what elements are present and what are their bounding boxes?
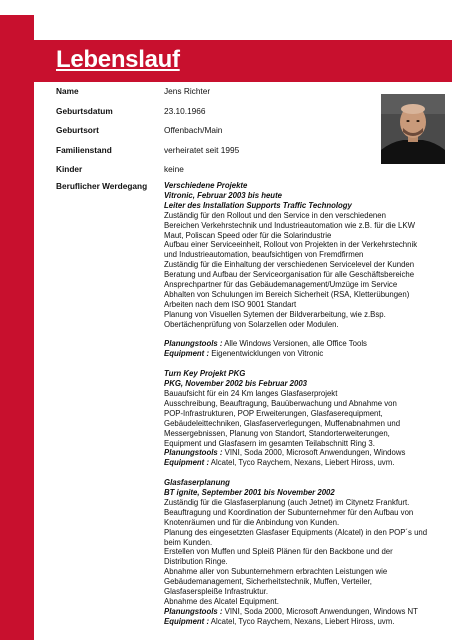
- s1-employer: Vitronic, Februar 2003 bis heute: [164, 190, 283, 200]
- description-line: Abnahme des Alcatel Equipment.: [164, 597, 279, 607]
- s3-equipment: Equipment : Alcatel, Tyco Raychem, Nexans, Liebert Hiross, uvm.: [164, 616, 395, 626]
- description-line: Erstellen von Muffen und Spleiß Plänen für den Backbone und der: [164, 547, 393, 557]
- description-line: Zuständig für die Einhaltung der verschiedenen Servicelevel der Kunden: [164, 260, 415, 270]
- value-birthdate: 23.10.1966: [164, 105, 206, 116]
- s2-employer: PKG, November 2002 bis Februar 2003: [164, 379, 308, 389]
- value-children: keine: [164, 164, 184, 174]
- s2-heading: Turn Key Projekt PKG: [164, 369, 246, 379]
- s1-tools: Planungstools : Alle Windows Versionen, alle Office Tools: [164, 339, 367, 349]
- s3-description: [164, 498, 448, 607]
- description-line: Bauaufsicht für ein 24 Km langes Glasfaserprojekt: [164, 389, 338, 398]
- s1-description: [164, 211, 448, 330]
- label-birthdate: Geburtsdatum: [56, 105, 113, 116]
- s3-heading: Glasfaserplanung: [164, 478, 230, 488]
- label-children: Kinder: [56, 164, 83, 174]
- description-line: Messergebnissen, Planung von Standort, Standorterweiterungen,: [164, 428, 390, 438]
- career-content: [164, 181, 448, 627]
- description-line: Beauftragung und Koordination der Subunternehmer für den Aufbau von: [164, 507, 414, 517]
- description-line: Bereichen Verkehrstechnik und Industrieautomation wie z.B. für die LKW: [164, 220, 415, 230]
- description-line: Ansprechpartner für das Gebäudemanagement/Umzüge im Service: [164, 280, 398, 290]
- description-line: Planung des eingesetzten Glasfaser Equipments (Alcatel) in den POP´s und: [164, 527, 428, 537]
- s3-tools: Planungstools : VINI, Soda 2000, Microsoft Anwendungen, Windows NT: [164, 606, 418, 616]
- s2-tools: Planungstools : VINI, Soda 2000, Microsoft Anwendungen, Windows: [164, 448, 406, 458]
- s3-employer: BT ignite, September 2001 bis November 2002: [164, 488, 335, 498]
- red-sidebar: [0, 15, 34, 640]
- description-line: POP-Infrastrukturen, POP Erweiterungen, Glasfaserequipment,: [164, 408, 383, 418]
- description-line: Gebäudemanagement, Sicherheitstechnik, Muffen, Verteiler,: [164, 577, 372, 587]
- label-marital: Familienstand: [56, 144, 112, 155]
- description-line: Planung von Visuellen Sytemen der Bildverarbeitung, wie z.Bsp.: [164, 309, 386, 319]
- description-line: Ausschreibung, Beauftragung, Bauüberwachung und Abnahme von: [164, 398, 397, 408]
- value-birthplace: Offenbach/Main: [164, 125, 223, 135]
- s1-equipment: Equipment : Eigenentwicklungen von Vitronic: [164, 349, 324, 359]
- s2-equipment: Equipment : Alcatel, Tyco Raychem, Nexans, Liebert Hiross, uvm.: [164, 458, 395, 468]
- description-line: Maut, Poliscan Speed oder für die Solarindustrie: [164, 230, 332, 240]
- description-line: Arbeiten nach dem ISO 9001 Standart: [164, 299, 297, 309]
- description-line: Gebäudeleittechniken, Glasfaserverlegungen, Muffenabnahmen und: [164, 418, 401, 428]
- description-line: und Industrieautomation, beaufsichtigen von Fremdfirmen: [164, 250, 364, 260]
- s2-description: [164, 389, 448, 448]
- portrait-photo: [381, 94, 445, 164]
- description-line: Abhalten von Schulungen im Bereich Sicherheit (RSA, Kletterübungen): [164, 289, 410, 299]
- career-label: Beruflicher Werdegang: [56, 181, 148, 191]
- description-line: Beratung und Aufbau der Serviceorganisation für alle Geschäftsbereiche: [164, 270, 415, 280]
- description-line: beim Kunden.: [164, 537, 213, 547]
- description-line: Equipment und Glasfasern im gesamten Teilabschnitt Ring 3.: [164, 438, 375, 448]
- description-line: Distribution Ringe.: [164, 557, 228, 567]
- description-line: Glasfaserspleiße Infrastruktur.: [164, 587, 268, 597]
- page-title: Lebenslauf: [56, 46, 180, 73]
- description-line: Obertächenprüfung von Solarzellen oder Modulen.: [164, 319, 339, 329]
- top-margin: [0, 0, 452, 15]
- label-name: Name: [56, 86, 79, 96]
- value-marital: verheiratet seit 1995: [164, 144, 240, 155]
- label-birthplace: Geburtsort: [56, 125, 99, 135]
- description-line: Aufbau einer Serviceeinheit, Rollout von Projekten in der Verkehrstechnik: [164, 240, 418, 250]
- s1-heading: Verschiedene Projekte: [164, 181, 248, 190]
- description-line: Knotenräumen und für die Anbindung von Kunden.: [164, 517, 340, 527]
- s1-role: Leiter des Installation Supports Traffic Technology: [164, 200, 352, 210]
- description-line: Abnahme aller von Subunternehmern erbrachten Leistungen wie: [164, 567, 388, 577]
- value-name: Jens Richter: [164, 86, 211, 96]
- description-line: Zuständig für die Glasfaserplanung (auch Jetnet) im Citynetz Frankfurt.: [164, 497, 410, 507]
- description-line: Zuständig für den Rollout und den Service in den verschiedenen: [164, 210, 386, 220]
- portrait-image: [381, 94, 445, 164]
